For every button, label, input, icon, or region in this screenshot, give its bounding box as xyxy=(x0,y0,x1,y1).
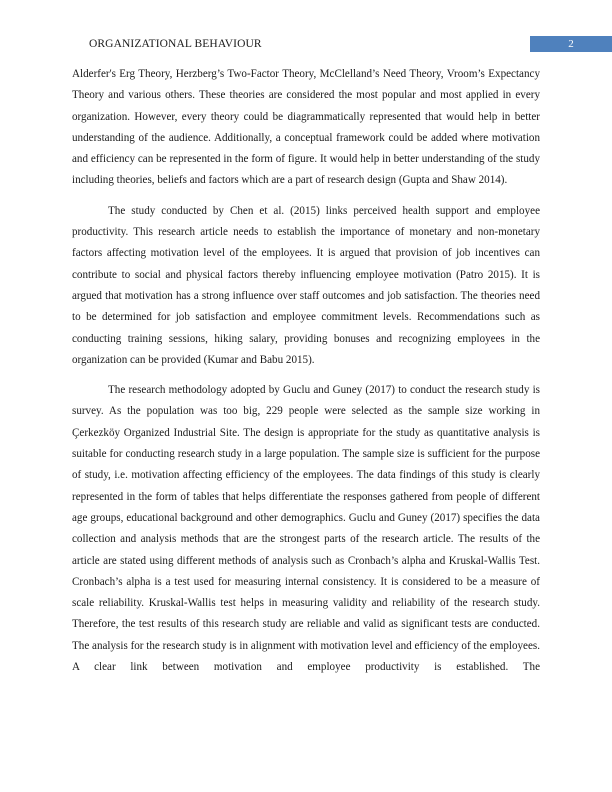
paragraph-1: Alderfer's Erg Theory, Herzberg’s Two-Factor Theory, McClelland’s Need Theory, Vroom’s Expectancy Theory and various others. These theories are considered the most popular and most applied in every organization. However, every theory could be diagrammatically represented that would help in better understanding of the audience. Additionally, a conceptual framework could be added where motivation and efficiency can be represented in the form of figure. It would help in better understanding of the study including theories, beliefs and factors which are a part of research design (Gupta and Shaw 2014). xyxy=(72,68,540,187)
running-head: ORGANIZATIONAL BEHAVIOUR xyxy=(89,38,262,50)
page-number: 2 xyxy=(530,36,612,52)
document-body xyxy=(72,64,540,678)
page-header xyxy=(0,36,612,52)
paragraph-3: The research methodology adopted by Guclu and Guney (2017) to conduct the research study is survey. As the population was too big, 229 people were selected as the sample size working in Çerkezköy Organized Industrial Site. The design is appropriate for the study as quantitative analysis is suitable for conducting research study in a large population. The sample size is sufficient for the purpose of study, i.e. motivation affecting efficiency of the employees. The data findings of this study is clearly represented in the form of tables that helps differentiate the responses gathered from people of different age groups, educational background and other demographics. Guclu and Guney (2017) specifies the data collection and analysis methods that are the strongest parts of the research article. The results of the article are stated using different methods of analysis such as Cronbach’s alpha and Kruskal-Wallis Test. Cronbach’s alpha is a test used for measuring internal consistency. It is considered to be a measure of scale reliability. Kruskal-Wallis test helps in measuring validity and reliability of the research study. Therefore, the test results of this research study are reliable and valid as significant tests are conducted. The analysis for the research study is in alignment with motivation level and efficiency of the employees. A clear link between motivation and employee productivity is established. The xyxy=(72,384,540,674)
paragraph-2: The study conducted by Chen et al. (2015) links perceived health support and employee productivity. This research article needs to establish the importance of monetary and non-monetary factors affecting motivation level of the employees. It is argued that provision of job incentives can contribute to social and physical factors thereby influencing employee motivation (Patro 2015). It is argued that motivation has a strong influence over staff outcomes and job satisfaction. The theories need to be determined for job satisfaction and employee commitment levels. Recommendations such as conducting training sessions, hiking salary, providing bonuses and recognizing employees in the organization can be provided (Kumar and Babu 2015). xyxy=(72,204,540,366)
